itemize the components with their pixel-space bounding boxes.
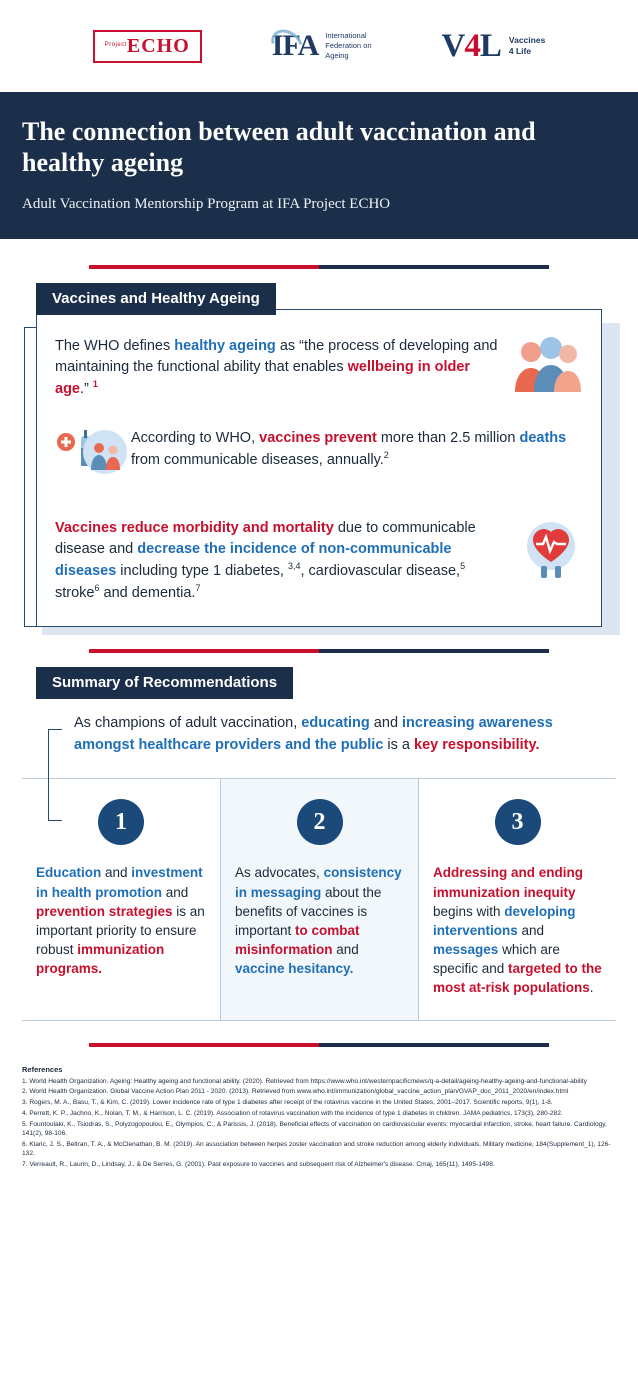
footnote-marker-7: 7	[195, 583, 201, 594]
reference-item: 4. Perrett, K. P., Jachno, K., Nolan, T. M., & Harrison, L. C. (2019). Association of rotavirus vaccination with the incidence of type 1 diabetes in children. JAMA pediatrics, 173(3), 280-282.	[22, 1110, 563, 1118]
card-1-number: 1	[98, 799, 144, 845]
t1: As champions of adult vaccination,	[74, 714, 302, 731]
older-adults-illustration	[509, 336, 583, 394]
t1: According to WHO,	[131, 430, 260, 447]
t2: as “the process of developing and maintaining the functional ability that enables	[55, 338, 498, 376]
recommendation-cards	[22, 778, 616, 1020]
fact-text-vaccines-prevent	[131, 428, 583, 471]
section-2-heading: Summary of Recommendations	[36, 667, 293, 699]
t2: including type 1 diabetes,	[116, 563, 288, 580]
v4l-line-2: 4 Life	[508, 46, 532, 56]
page-subtitle: Adult Vaccination Mentorship Program at IFA Project ECHO	[22, 196, 391, 213]
recommendation-card-3	[418, 779, 616, 1019]
divider-red-half	[89, 649, 319, 653]
text-part-3: to combat misinformation	[235, 922, 360, 958]
footnote-marker-5: 5	[460, 561, 466, 572]
t4: stroke	[55, 584, 95, 601]
syringe-family-icon	[55, 428, 129, 494]
fact-text-morbidity-mortality	[55, 518, 509, 604]
divider-red-half	[89, 265, 319, 269]
highlight-reduce-morbidity: Vaccines reduce morbidity and mortality	[55, 520, 334, 537]
text-part-4: messages	[433, 942, 499, 958]
t3: , cardiovascular disease,	[300, 563, 461, 580]
card-2-number: 2	[297, 799, 343, 845]
text-part-3: and	[517, 922, 545, 938]
text-part-3: and	[162, 884, 189, 900]
highlight-vaccines-prevent: vaccines prevent	[259, 430, 377, 447]
fact-row-vaccines-prevent	[55, 428, 583, 492]
reference-item: 3. Rogers, M. A., Basu, T., & Kim, C. (2019). Lower incidence rate of type 1 diabetes after receipt of the rotavirus vaccine in the United States, 2001–2017. Scientific reports, 9(1), 1-8.	[22, 1099, 553, 1107]
t1: The WHO defines	[55, 338, 175, 355]
text-part-5: which are specific and	[433, 942, 560, 977]
card-2-text	[235, 863, 404, 978]
divider-navy-half	[319, 649, 549, 653]
references-heading: References	[22, 1064, 63, 1074]
divider-navy-half	[319, 265, 549, 269]
page-title: The connection between adult vaccination and healthy ageing	[22, 117, 536, 178]
section-1-heading: Vaccines and Healthy Ageing	[36, 283, 276, 315]
ifa-line-2: Federation on	[325, 40, 372, 50]
text-part-4: and	[332, 942, 359, 958]
text-part-0: Education	[36, 865, 102, 881]
t2: more than 2.5 million	[376, 430, 520, 447]
highlight-deaths: deaths	[519, 430, 567, 447]
v4l-wordmark	[509, 35, 545, 57]
highlight-decrease-incidence: decrease the incidence of non-communicable diseases	[55, 541, 452, 580]
footnote-marker-3-4: 3,4	[287, 561, 301, 572]
t3: from communicable diseases, annually.	[131, 452, 384, 469]
vaccines-4-life-logo	[442, 28, 546, 65]
footnote-marker-2: 2	[383, 450, 389, 461]
ifa-line-1: International	[325, 30, 367, 40]
v4l-letter-l: L	[479, 27, 501, 64]
summary-intro-text	[74, 713, 584, 757]
reference-item: 2. World Health Organization. Global Vaccine Action Plan 2011 - 2020. (2013). Retrieved from www.who.int/immunization/global_vaccine_action_plan/GVAP_doc_2011_2020/en/index.html	[22, 1088, 569, 1096]
v4l-line-1: Vaccines	[508, 34, 546, 45]
divider-red-half	[89, 1043, 319, 1047]
fact-row-morbidity-mortality	[55, 518, 583, 604]
v4l-numeral-4: 4	[464, 27, 480, 64]
t1: due to communicable disease and	[55, 520, 476, 558]
footnote-marker-1: 1	[92, 379, 98, 390]
text-part-6: targeted to the most at-risk populations	[433, 961, 602, 996]
reference-item: 1. World Health Organization. Ageing: Healthy ageing and functional ability. (2020). Retrieved from https://www.who.int/westernpacific/news/q-a-detail/ageing-healthy-ageing-and-functional-ability	[22, 1077, 587, 1085]
v4l-letter-v: V	[441, 27, 465, 64]
card-1-text	[36, 863, 206, 978]
ifa-wordmark	[325, 31, 371, 61]
v4l-monogram	[442, 28, 501, 65]
divider-rule-top	[89, 265, 549, 269]
fact-row-healthy-ageing	[55, 336, 583, 400]
text-part-5: is an important priority to ensure robust	[36, 903, 205, 958]
text-part-2: investment in health promotion	[36, 865, 203, 900]
divider-rule-bottom	[89, 1043, 549, 1047]
reference-item: 6. Klaric, J. S., Beltran, T. A., & McClenathan, B. M. (2019). An association between herpes zoster vaccination and stroke reduction among elderly individuals. Military medicine, 184(Supplement_1), 126-132.	[22, 1140, 611, 1157]
heart-health-illustration	[519, 518, 583, 580]
text-part-2: developing interventions	[433, 903, 576, 938]
t3: .”	[80, 381, 93, 398]
t2: and	[369, 714, 403, 731]
text-part-5: vaccine hesitancy.	[235, 961, 354, 977]
text-part-7: .	[589, 980, 594, 996]
echo-project-label: Project	[104, 42, 127, 48]
section-2-body	[48, 713, 590, 757]
ifa-line-3: Ageing	[325, 51, 349, 61]
t5: and dementia.	[99, 584, 196, 601]
logo-strip	[0, 0, 638, 92]
divider-rule-middle	[89, 649, 549, 653]
t3: is a	[383, 736, 415, 753]
ifa-logo	[272, 29, 372, 63]
references-section	[22, 1065, 616, 1170]
highlight-increasing-awareness: increasing awareness amongst healthcare providers and the public	[74, 714, 553, 753]
title-band	[0, 92, 638, 239]
section-1-content-box	[36, 309, 602, 627]
card-3-number: 3	[495, 799, 541, 845]
highlight-key-responsibility: key responsibility.	[414, 736, 540, 753]
fact-text-healthy-ageing	[55, 336, 499, 400]
text-part-0: As advocates,	[235, 865, 324, 881]
reference-item: 7. Verreault, R., Laurin, D., Lindsay, J., & De Serres, G. (2001). Past exposure to vaccines and subsequent risk of Alzheimer's disease. Cmaj, 165(11), 1495-1498.	[22, 1160, 495, 1168]
people-icon	[509, 336, 583, 394]
highlight-educating: educating	[301, 714, 370, 731]
text-part-2: about the benefits of vaccines is important	[235, 884, 382, 938]
text-part-1: and	[101, 865, 132, 881]
highlight-wellbeing: wellbeing in older age	[55, 359, 471, 398]
heart-monitor-icon	[519, 518, 583, 580]
reference-item: 5. Fountoulaki, K., Tsiodras, S., Polyzogopoulou, E., Olympios, C., & Parissis, J. (2018). Beneficial effects of vaccination on cardiovascular events: myocardial infarction, stroke, heart failure. Cardiology, 141(2), 98-106.	[22, 1121, 607, 1138]
echo-logo-text: ECHO	[126, 34, 190, 57]
divider-navy-half	[319, 1043, 549, 1047]
card-3-text	[433, 863, 602, 997]
text-part-4: prevention strategies	[36, 903, 173, 919]
text-part-6: immunization programs.	[36, 942, 165, 977]
references-list	[22, 1078, 616, 1170]
project-echo-logo	[93, 30, 202, 63]
text-part-0: Addressing and ending immunization inequity	[433, 865, 584, 900]
highlight-healthy-ageing: healthy ageing	[174, 338, 276, 355]
section-1-body	[24, 309, 614, 627]
section-2-bracket	[48, 729, 62, 821]
section-summary-recommendations	[24, 667, 614, 757]
ifa-monogram-text: IFA	[271, 29, 319, 62]
vaccine-family-illustration	[55, 428, 121, 492]
text-part-1: consistency in messaging	[235, 865, 402, 900]
ifa-monogram	[272, 29, 318, 63]
recommendation-card-2	[220, 779, 418, 1019]
footnote-marker-6: 6	[94, 583, 100, 594]
section-vaccines-healthy-ageing	[24, 283, 614, 627]
text-part-1: begins with	[433, 903, 505, 919]
